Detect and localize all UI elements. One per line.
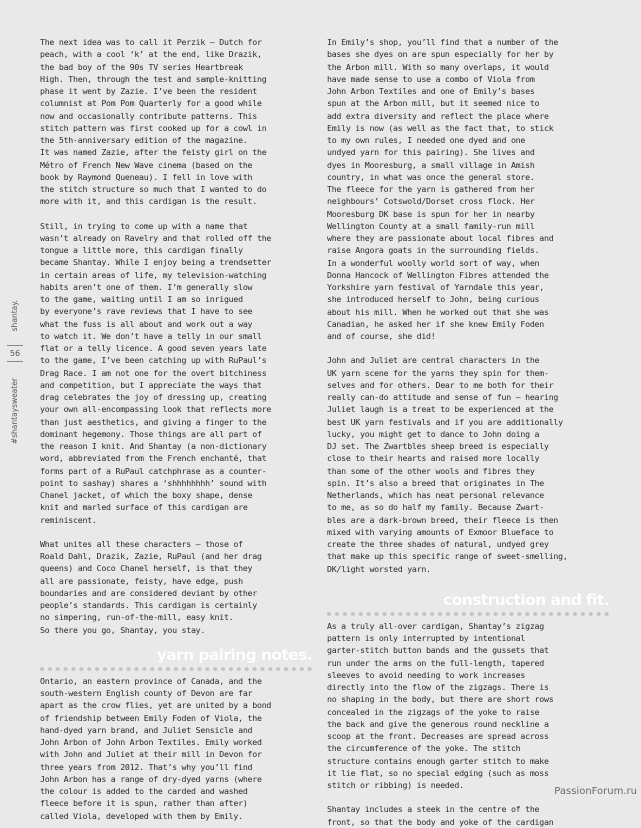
text-line: John Arbon Textiles and one of Emily’s bases [327, 86, 535, 96]
text-line: and competition, but I appreciate the ways that [40, 379, 262, 390]
text-line: word, abbreviated from the French enchanté, that [40, 453, 267, 464]
text-line: Roald Dahl, Drazik, Zazie, RuPaul (and her drag [40, 551, 262, 561]
text-line: to my own rules, I needed one dyed and one [327, 135, 526, 145]
text-line: spin. It’s also a breed that originates in The [327, 477, 544, 488]
text-line: Yorkshire yarn festival of Yarndale this year, [327, 282, 544, 292]
text-line: bases she dyes on are spun especially for her by [327, 49, 554, 60]
text-line: hand-dyed yarn brand, and Juliet Sensicle and [40, 724, 253, 735]
text-line: Métro of French New Wave cinema (based on the [40, 159, 253, 170]
text-line: the back and give the generous round neckline a [327, 718, 549, 729]
text-line: lucky, you might get to dance to John doing a [327, 428, 540, 439]
text-line: scoop at the front. Decreases are spread across [327, 731, 549, 741]
text-line: all are passionate, feisty, have edge, push [40, 575, 243, 586]
text-line: directly into the flow of the zigzags. There is [327, 682, 549, 692]
text-line: no simpering, run-of-the-mill, easy knit. [40, 612, 234, 623]
text-line: columnist at Pom Pom Quarterly for a good while [40, 98, 262, 109]
text-line: called Viola, developed with them by Emily. [40, 810, 243, 821]
text-line: Wellington County at a small family-run mill [327, 220, 535, 231]
folio-brand: shantay. [10, 300, 19, 332]
text-line: she introduced herself to John, being curious [327, 294, 540, 305]
text-line: phase it went by Zazie. I’ve been the resident [40, 86, 257, 96]
text-line: it lie flat, so no special edging (such as moss [327, 767, 549, 778]
folio-strip [6, 300, 24, 660]
text-line: now and occasionally contribute patterns. This [40, 110, 257, 121]
text-line: reminiscent. [40, 514, 97, 525]
text-line: where they are passionate about local fibres and [327, 233, 554, 243]
text-line: High. Then, through the test and sample-knitting [40, 73, 267, 84]
text-line: close to their hearts and raised more locally [327, 453, 540, 464]
text-line: to me, as so do half my family. Because Zwart- [327, 502, 544, 513]
text-line: the reason I knit. And Shantay (a non-dictionary [40, 441, 267, 451]
section-heading-construction: construction and fit. [327, 591, 609, 616]
text-line: mixed with varying amounts of Exmoor Blueface to [327, 526, 554, 537]
text-line: forms part of a RuPaul catchphrase as a counter- [40, 465, 267, 476]
section-heading-yarn-pairing: yarn pairing notes. [40, 646, 312, 671]
text-line: concealed in the zigzags of the yoke to raise [327, 706, 540, 717]
text-line: with John and Juliet at their mill in Devon for [40, 749, 262, 760]
text-line: than just aesthetics, and giving a finger to the [40, 416, 267, 427]
text-line: Ontario, an eastern province of Canada, and the [40, 675, 262, 686]
paragraph [40, 538, 312, 636]
text-line: the colour is added to the carded and washed [40, 786, 248, 796]
text-line: about his mill. When he worked out that she was [327, 306, 549, 317]
text-line: fleece before it is spun, rather than after) [40, 798, 248, 809]
text-line: raise Angora goats in the surrounding fields. [327, 245, 540, 256]
text-line: have made sense to use a combo of Viola from [327, 73, 535, 84]
text-line: the bad boy of the 90s TV series Heartbreak [40, 61, 243, 72]
text-line: boundaries and are considered deviant by other [40, 587, 257, 598]
text-line: wasn’t already on Ravelry and that rolled off the [40, 232, 272, 243]
text-line: apart as the crow flies, yet are united by a bond [40, 700, 272, 711]
text-line: John and Juliet are central characters in the [327, 355, 540, 366]
paragraph [40, 36, 312, 208]
paragraph [40, 220, 312, 526]
text-line: knit and marled surface of this cardigan are [40, 502, 248, 513]
text-line: Canadian, he asked her if she knew Emily Foden [327, 318, 544, 329]
text-line: Chanel jacket, of which the boxy shape, dense [40, 490, 253, 500]
paragraph [327, 354, 609, 575]
text-line: The next idea was to call it Perzik – Dutch for [40, 37, 262, 47]
text-line: flat or a telly licence. A good seven years late [40, 343, 267, 353]
text-line: garter-stitch button bands and the gussets that [327, 645, 549, 656]
text-line: and of course, she did! [327, 331, 436, 341]
text-line: country, in what was once the general store. [327, 171, 535, 182]
text-line: queens) and Coco Chanel herself, is that they [40, 563, 253, 574]
text-line: your own all-encompassing look that reflects more [40, 404, 272, 415]
text-line: stitch pattern was first cooked up for a cowl in [40, 122, 267, 133]
text-line: to watch it. We don’t have a telly in our small [40, 330, 262, 341]
text-line: dominant hegemony. Those things are all part of [40, 428, 262, 439]
text-line: structure contains enough garter stitch to make [327, 755, 549, 766]
text-line: no shaping in the body, but there are short rows [327, 694, 554, 705]
text-line: bles are a dark-brown breed, their fleece is then [327, 514, 559, 525]
text-line: Juliet laugh is a treat to be experienced at the [327, 404, 554, 415]
text-line: in certain areas of life, my television-watching [40, 269, 267, 280]
text-line: So there you go, Shantay, you stay. [40, 624, 206, 635]
page-number: 56 [7, 345, 23, 362]
left-column [40, 36, 312, 822]
text-line: Netherlands, which has neat personal relevance [327, 490, 544, 500]
text-line: the stitch structure so much that I wanted to do [40, 184, 267, 194]
text-line: to the game, waiting until I am so inrigued [40, 294, 243, 304]
paragraph [327, 803, 609, 828]
text-line: selves and for others. Dear to me both for their [327, 379, 554, 390]
text-line: Donna Hancock of Wellington Fibres attended the [327, 269, 549, 280]
paragraph [327, 36, 609, 342]
text-line: stitch or ribbing) is needed. [327, 780, 464, 790]
text-line: undyed yarn for this pairing). She lives and [327, 147, 535, 158]
text-line: the circumference of the yoke. The stitch [327, 743, 521, 754]
text-line: three years from 2012. That’s why you’ll find [40, 761, 253, 772]
text-line: DK/light worsted yarn. [327, 563, 431, 574]
text-line: run under the arms on the full-length, tapered [327, 657, 544, 668]
folio-hashtag: #shantaysweater [10, 378, 19, 445]
text-line: neighbours’ Cotswold/Dorset cross flock. Her [327, 196, 535, 207]
text-line: that make up this specific range of sweet-smelling, [327, 551, 568, 562]
text-line: habits aren’t one of them. I’m generally slow [40, 281, 253, 292]
text-line: what the fuss is all about and work out a way [40, 318, 253, 329]
text-line: really can-do attitude and sense of fun – hearing [327, 392, 559, 402]
text-line: In Emily’s shop, you’ll find that a number of the [327, 37, 559, 47]
text-line: to the game, I’ve been catching up with RuPaul’s [40, 355, 267, 366]
watermark: PassionForum.ru [554, 786, 637, 797]
text-line: pattern is only interrupted by intentional [327, 633, 526, 643]
text-line: best UK yarn festivals and if you are additionally [327, 416, 563, 427]
text-line: peach, with a cool ‘k’ at the end, like Drazik, [40, 49, 262, 60]
text-line: DJ set. The Zwartbles sheep breed is especially [327, 441, 549, 451]
text-line: than some of the other wools and fibres they [327, 465, 535, 476]
text-line: John Arbon of John Arbon Textiles. Emily worked [40, 737, 262, 747]
text-line: point to sashay) shares a ‘shhhhhhhh’ sound with [40, 477, 267, 488]
text-line: people’s standards. This cardigan is certainly [40, 600, 257, 610]
text-line: Drag Race. I am not one for the overt bitchiness [40, 367, 267, 378]
text-line: dyes in Mooresburg, a small village in Amish [327, 159, 535, 170]
text-line: book by Raymond Queneau). I fell in love with [40, 171, 253, 182]
text-line: sleeves to avoid needing to work increases [327, 669, 526, 680]
text-line: Shantay includes a steek in the centre of the [327, 804, 540, 815]
text-line: As a truly all-over cardigan, Shantay’s zigzag [327, 620, 544, 631]
text-line: It was named Zazie, after the feisty girl on the [40, 147, 267, 158]
text-line: more with it, and this cardigan is the result. [40, 196, 257, 207]
text-line: of friendship between Emily Foden of Viola, the [40, 712, 262, 723]
text-line: In a wonderful woolly world sort of way, when [327, 257, 540, 268]
text-line: front, so that the body and yoke of the cardigan [327, 816, 554, 827]
text-line: spun at the Arbon mill, but it seemed nice to [327, 98, 540, 109]
text-line: UK yarn scene for the yarns they spin for them- [327, 367, 549, 378]
text-line: the Arbon mill. With so many overlaps, it would [327, 61, 549, 72]
text-line: south-western English county of Devon are far [40, 688, 253, 698]
right-column [327, 36, 609, 828]
paragraph [327, 620, 609, 792]
text-line: the 5th-anniversary edition of the magazine. [40, 135, 248, 145]
text-line: The fleece for the yarn is gathered from her [327, 184, 535, 194]
text-line: tongue a little more, this cardigan finally [40, 245, 243, 255]
text-line: What unites all these characters – those of [40, 538, 243, 549]
text-line: Emily is now (as well as the fact that, to stick [327, 122, 554, 133]
text-line: Mooresburg DK base is spun for her in nearby [327, 208, 535, 219]
text-line: add extra diversity and reflect the place where [327, 110, 549, 121]
text-line: Still, in trying to come up with a name that [40, 220, 248, 231]
text-line: drag celebrates the joy of dressing up, creating [40, 392, 267, 402]
text-line: by everyone’s rave reviews that I have to see [40, 306, 253, 317]
text-line: create the three shades of natural, undyed grey [327, 539, 549, 549]
text-line: John Arbon has a range of dry-dyed yarns (where [40, 773, 262, 784]
text-line: became Shantay. While I enjoy being a trendsetter [40, 257, 272, 268]
